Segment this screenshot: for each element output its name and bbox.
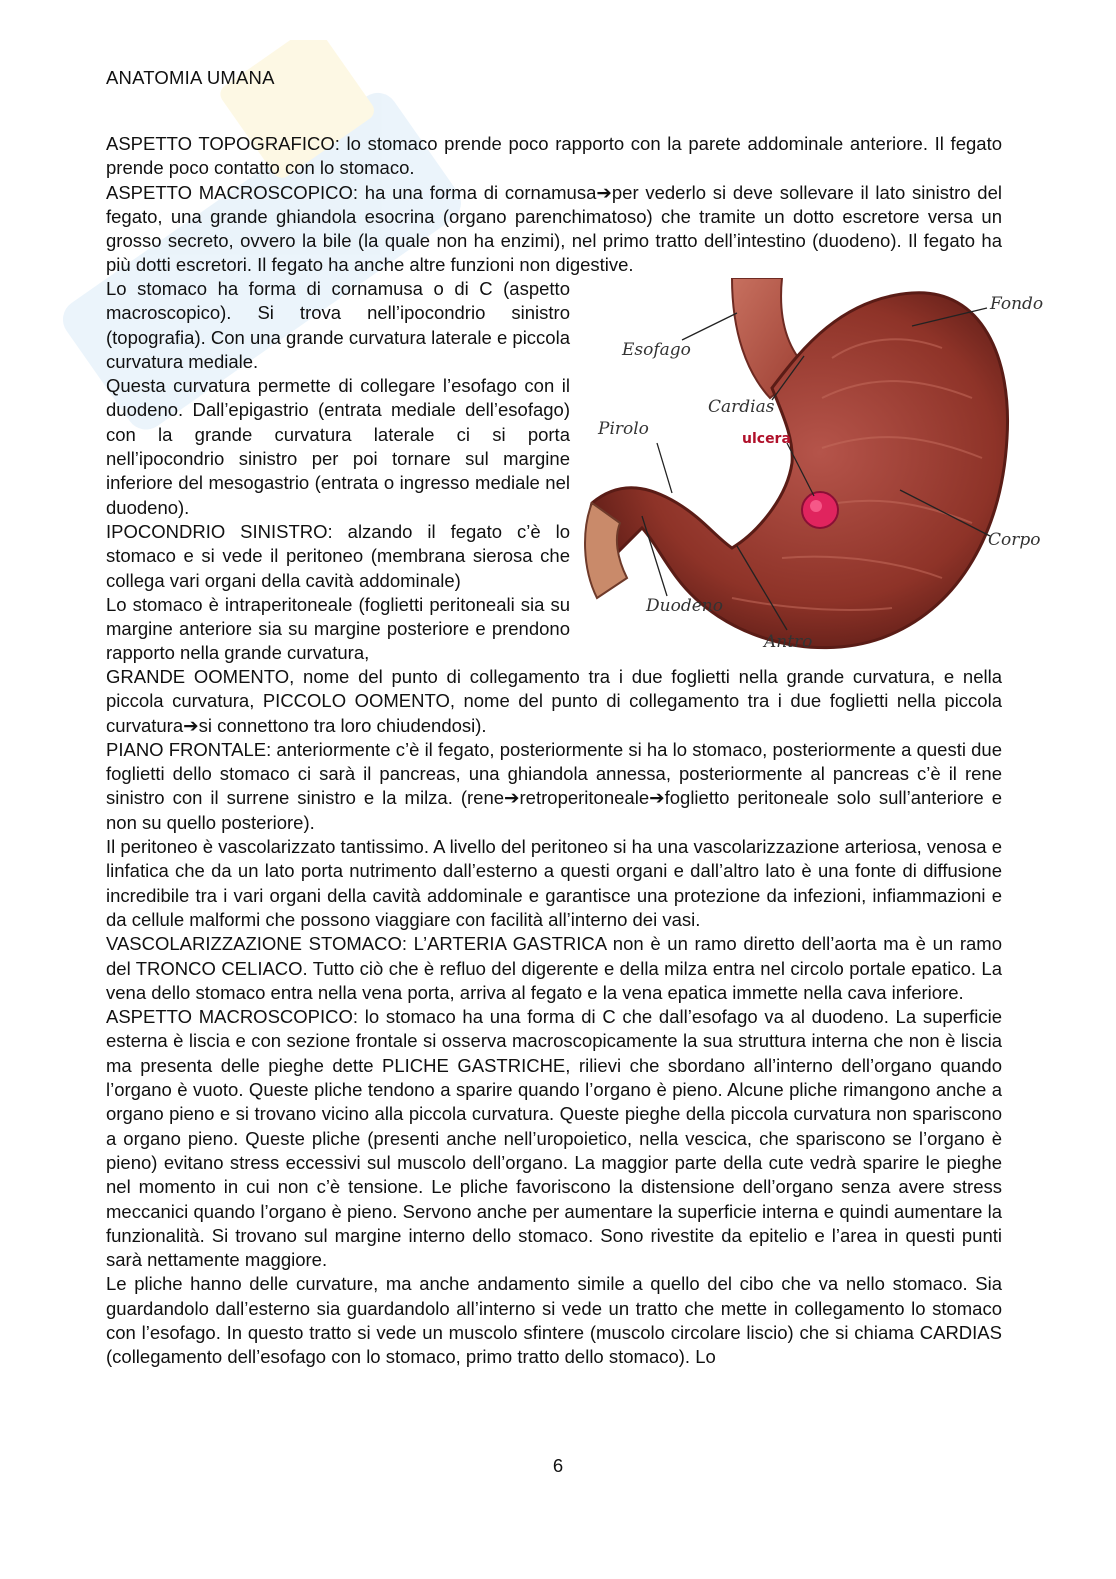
paragraph: ASPETTO MACROSCOPICO: ha una forma di cornamusa➔per vederlo si deve sollevare il lato sinistro del fegato, una grande ghiandola esocrina (organo parenchimatoso) che tramite un dotto escretore versa un grosso secreto, ovvero la bile (la quale non ha enzimi), nel primo tratto dell’intestino (duodeno). Il fegato ha più dotti escretori. Il fegato ha anche altre funzioni non digestive. — [106, 181, 1002, 276]
label-pirolo: Pirolo — [598, 419, 649, 439]
paragraph: VASCOLARIZZAZIONE STOMACO: L’ARTERIA GASTRICA non è un ramo diretto dell’aorta ma è un ramo del TRONCO CELIACO. Tutto ciò che è refluo del digerente e della milza entra nel circolo portale epatico. La vena dello stomaco entra nella vena porta, arriva al fegato e la vena epatica immette nella cava inferiore. — [106, 933, 1002, 1003]
paragraph: PIANO FRONTALE: anteriormente c’è il fegato, posteriormente si ha lo stomaco, posteriormente a questi due foglietti dello stomaco ci sarà il pancreas, una ghiandola annessa, posteriormente al pancreas c’è il rene sinistro con il surrene sinistro e la milza. (rene➔retroperitoneale➔foglietto peritoneale solo sull’anteriore e non su quello posteriore). — [106, 738, 1002, 833]
label-corpo: Corpo — [988, 530, 1041, 550]
label-cardias: Cardias — [708, 397, 775, 417]
paragraph: Il peritoneo è vascolarizzato tantissimo. A livello del peritoneo si ha una vascolarizzazione arteriosa, venosa e linfatica che da un lato porta nutrimento dall’esterno a questi organi e dall’altro lato è una fonte di diffusione incredibile tra i vari organi della cavità addominale e garantisce una protezione da infezioni, infiammazioni e da cellule malformi che possono viaggiare con facilità all’interno dei vasi. — [106, 836, 1002, 930]
paragraph: IPOCONDRIO SINISTRO: alzando il fegato c’è lo stomaco e si vede il peritoneo (membrana sierosa che collega vari organi della cavità addominale) — [106, 520, 570, 591]
paragraph: Lo stomaco ha forma di cornamusa o di C (aspetto macroscopico). Si trova nell’ipocondrio sinistro (topografia). Con una grande curvatura laterale e piccola curvatura mediale. — [106, 278, 570, 372]
paragraph: Lo stomaco è intraperitoneale (foglietti peritoneali sia su margine anteriore sia su margine posteriore e prendono rapporto nella grande curvatura, — [106, 593, 570, 664]
page-header: ANATOMIA UMANA — [106, 67, 275, 88]
label-esofago: Esofago — [622, 340, 691, 360]
label-ulcera: ulcera — [742, 431, 791, 447]
paragraph: GRANDE OOMENTO, nome del punto di collegamento tra i due foglietti nella grande curvatura, e nella piccola curvatura, PICCOLO OOMENTO, nome del punto di collegamento tra i due foglietti nella piccola curvatura➔si connettono tra loro chiudendosi). — [106, 666, 1002, 736]
paragraph: Questa curvatura permette di collegare l’esofago con il duodeno. Dall’epigastrio (entrata mediale dell’esofago) con la grande curvatura laterale ci si porta nell’ipocondrio sinistro per poi tornare sul margine inferiore del mesogastrio (entrata o ingresso mediale nel duodeno). — [106, 375, 570, 518]
text-block-bottom — [106, 665, 1002, 1370]
paragraph: Le pliche hanno delle curvature, ma anche andamento simile a quello del cibo che va nello stomaco. Sia guardandolo dall’esterno sia guardandolo all’interno si vede un tratto che mette in collegamento lo stomaco con l’esofago. In questo tratto si vede un muscolo sfintere (muscolo circolare liscio) che si chiama CARDIAS (collegamento dell’esofago con lo stomaco, primo tratto dello stomaco). Lo — [106, 1273, 1002, 1368]
paragraph: ASPETTO MACROSCOPICO: lo stomaco ha una forma di C che dall’esofago va al duodeno. La superficie esterna è liscia e con sezione frontale si osserva macroscopicamente la sua struttura interna che non è liscia ma presenta delle pieghe dette PLICHE GASTRICHE, rilievi che sbordano all’interno dell’organo quando l’organo è vuoto. Queste pliche tendono a sparire quando l’organo è pieno. Alcune pliche rimangono anche a organo pieno e si trovano vicino alla piccola curvatura. Queste pieghe della piccola curvatura non spariscono a organo pieno. Queste pliche (presenti anche nell’uropoietico, nella vescica, che spariscono se l’organo è pieno) evitano stress eccessivi sul muscolo dell’organo. La maggior parte della cute vedrà sparire le pieghe nel momento in cui non c’è tensione. Le pliche favoriscono la distensione dell’organo senza avere stress meccanici quando l’organo è pieno. Servono anche per aumentare la superficie interna e quindi aumentare la funzionalità. Si trovano sul margine interno dello stomaco. Sono rivestite da epitelio e l’area in questi punti sarà nettamente maggiore. — [106, 1006, 1002, 1271]
label-antro: Antro — [764, 632, 813, 652]
label-duodeno: Duodeno — [646, 596, 723, 616]
label-fondo: Fondo — [990, 294, 1044, 314]
page-number: 6 — [552, 1455, 564, 1476]
text-block-top — [106, 132, 1002, 278]
text-block-wrap — [106, 277, 570, 666]
paragraph: ASPETTO TOPOGRAFICO: lo stomaco prende poco rapporto con la parete addominale anteriore. Il fegato prende poco contatto con lo stomaco. — [106, 133, 1002, 179]
